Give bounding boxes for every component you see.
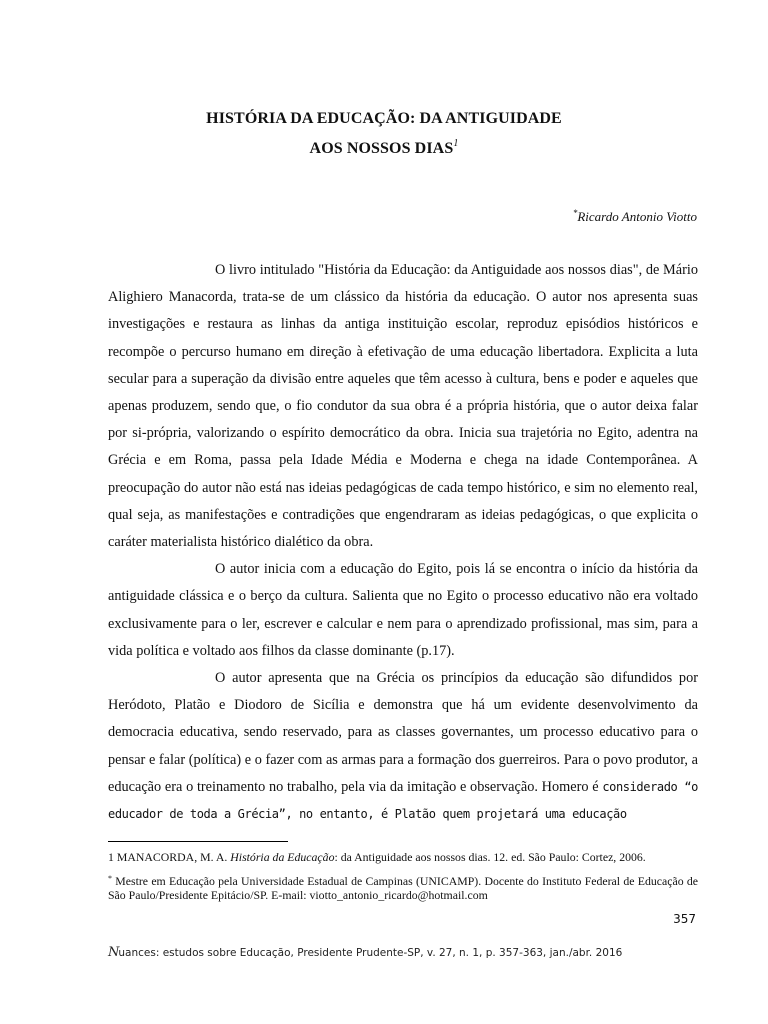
paragraph-2: O autor inicia com a educação do Egito, pois lá se encontra o início da história da antiguidade clássica e o berço da cultura. Salienta que no Egito o processo educativo não era voltado exclusivamente para o ler, escrever e calcular e nem para o aprendizado profissional, mas sim, para a vida política e voltado aos filhos da classe dominante (p.17). [108, 561, 698, 659]
footnote-2 [108, 872, 698, 902]
title-line-1: HISTÓRIA DA EDUCAÇÃO: DA ANTIGUIDADE [206, 110, 562, 127]
journal-logo: N [108, 945, 119, 960]
title-footnote-ref: 1 [453, 138, 459, 149]
author-footnote-mark: * [572, 208, 578, 218]
page-number: 357 [673, 912, 696, 926]
footnote-1-book-title: História da Educação [230, 850, 335, 864]
footnote-2-text: Mestre em Educação pela Universidade Estadual de Campinas (UNICAMP). Docente do Instituto Federal de Educação de São Paulo/Presidente Epitácio/SP. E-mail: viotto_antonio_ricardo@hotmail.com [108, 874, 699, 902]
footnote-1-before: MANACORDA, M. A. [116, 850, 231, 864]
title-line-2-text: AOS NOSSOS DIAS [309, 140, 454, 157]
paragraph-1: O livro intitulado "História da Educação: da Antiguidade aos nossos dias", de Mário Alighiero Manacorda, trata-se de um clássico da história da educação. O autor nos apresenta suas investigações e restaura as linhas da antiga instituição escolar, reproduz episódios históricos e recompõe o percurso humano em direção à efetivação de uma educação libertadora. Explicita a luta secular para a superação da divisão entre aqueles que têm acesso à cultura, bens e poder e aqueles que apenas produzem, sendo que, o fio condutor da sua obra é a própria história, que o autor deixa falar por si-própria, valorizando o espírito democrático da obra. Inicia sua trajetória no Egito, adentra na Grécia e em Roma, passa pela Idade Média e Moderna e chega na idade Contemporânea. A preocupação do autor não está nas ideias pedagógicas de cada tempo histórico, e sim no elemento real, qual seja, as manifestações e contradições que engendraram as ideias pedagógicas, o que explicita o caráter materialista histórico dialético da obra. [108, 262, 698, 551]
paragraph-3-text: O autor apresenta que na Grécia os princípios da educação são difundidos por Heródoto, Platão e Diodoro de Sicília e demonstra que há um evidente desenvolvimento da democracia educativa, sendo reservado, para as classes governantes, um processo educativo para o pensar e falar (política) e o fazer com as armas para a formação dos guerreiros. Para o povo produtor, a educação era o treinamento no trabalho, pela via da imitação e observação. Homero é [108, 670, 698, 795]
footnote-separator [108, 841, 288, 842]
paragraph-3-tail: considerado “o educador de toda a Grécia”, no entanto, é Platão quem projetará uma educação [108, 779, 699, 822]
footnote-2-mark: * [108, 874, 112, 883]
footnote-1 [108, 850, 698, 864]
footnote-1-mark: 1 [108, 850, 114, 864]
author-line [573, 208, 697, 225]
title-line-2 [0, 138, 768, 158]
journal-footer [108, 945, 622, 960]
author-name: Ricardo Antonio Viotto [577, 209, 697, 224]
footnote-1-after: : da Antiguidade aos nossos dias. 12. ed. São Paulo: Cortez, 2006. [334, 850, 646, 864]
journal-citation: uances: estudos sobre Educação, Presidente Prudente-SP, v. 27, n. 1, p. 357-363, jan./abr. 2016 [118, 947, 623, 959]
body-text [108, 257, 698, 828]
paragraph-3 [108, 665, 698, 828]
